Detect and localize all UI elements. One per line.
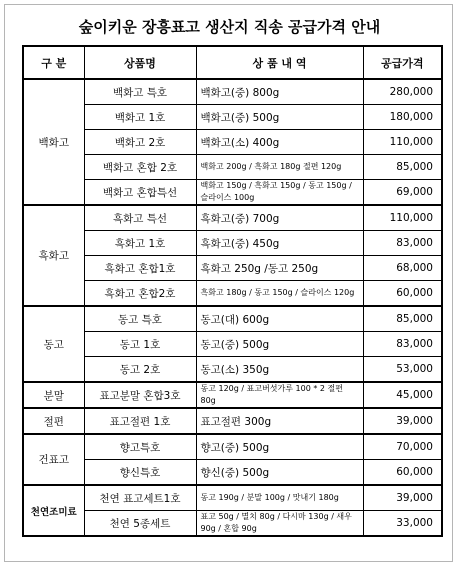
product-price: 83,000 xyxy=(363,231,442,256)
product-price: 60,000 xyxy=(363,460,442,486)
category-cell: 건표고 xyxy=(23,434,84,485)
product-price: 68,000 xyxy=(363,256,442,281)
product-price: 69,000 xyxy=(363,180,442,206)
product-name: 천연 표고세트1호 xyxy=(84,485,196,511)
product-price: 85,000 xyxy=(363,155,442,180)
product-price: 110,000 xyxy=(363,205,442,231)
product-detail: 흑화고 180g / 동고 150g / 슬라이스 120g xyxy=(196,281,363,307)
table-row xyxy=(23,180,442,206)
table-row xyxy=(23,79,442,105)
product-detail: 백화고(중) 500g xyxy=(196,105,363,130)
product-name: 향신특호 xyxy=(84,460,196,486)
table-row xyxy=(23,130,442,155)
product-name: 표고절편 1호 xyxy=(84,408,196,434)
product-price: 53,000 xyxy=(363,357,442,383)
product-name: 흑화고 1호 xyxy=(84,231,196,256)
category-cell: 동고 xyxy=(23,306,84,382)
table-row xyxy=(23,306,442,332)
product-name: 흑화고 혼합2호 xyxy=(84,281,196,307)
product-name: 천연 5종세트 xyxy=(84,511,196,537)
product-price: 33,000 xyxy=(363,511,442,537)
product-detail: 흑화고(중) 450g xyxy=(196,231,363,256)
table-row xyxy=(23,256,442,281)
product-detail: 동고(대) 600g xyxy=(196,306,363,332)
product-name: 동고 1호 xyxy=(84,332,196,357)
table-row xyxy=(23,460,442,486)
product-detail: 동고 190g / 분말 100g / 맛내기 180g xyxy=(196,485,363,511)
product-detail: 동고(중) 500g xyxy=(196,332,363,357)
product-price: 85,000 xyxy=(363,306,442,332)
product-price: 180,000 xyxy=(363,105,442,130)
product-price: 70,000 xyxy=(363,434,442,460)
product-name: 흑화고 혼합1호 xyxy=(84,256,196,281)
table-row xyxy=(23,357,442,383)
product-detail: 흑화고 250g /동고 250g xyxy=(196,256,363,281)
table-row xyxy=(23,485,442,511)
product-detail: 표고 50g / 멸치 80g / 다시마 130g / 새우 90g / 혼합 90g xyxy=(196,511,363,537)
product-name: 백화고 혼합특선 xyxy=(84,180,196,206)
table-row xyxy=(23,382,442,408)
table-row xyxy=(23,332,442,357)
product-price: 83,000 xyxy=(363,332,442,357)
header-category: 구 분 xyxy=(23,46,84,79)
table-row xyxy=(23,231,442,256)
category-cell: 분말 xyxy=(23,382,84,408)
table-row xyxy=(23,511,442,537)
product-detail: 백화고(소) 400g xyxy=(196,130,363,155)
product-name: 백화고 1호 xyxy=(84,105,196,130)
table-row xyxy=(23,205,442,231)
product-price: 39,000 xyxy=(363,485,442,511)
product-name: 표고분말 혼합3호 xyxy=(84,382,196,408)
product-name: 흑화고 특선 xyxy=(84,205,196,231)
product-detail: 향고(중) 500g xyxy=(196,434,363,460)
product-detail: 백화고 200g / 흑화고 180g 절편 120g xyxy=(196,155,363,180)
header-product: 상품명 xyxy=(84,46,196,79)
product-name: 향고특호 xyxy=(84,434,196,460)
product-name: 동고 특호 xyxy=(84,306,196,332)
product-name: 백화고 특호 xyxy=(84,79,196,105)
header-price: 공급가격 xyxy=(363,46,442,79)
product-price: 39,000 xyxy=(363,408,442,434)
price-table xyxy=(22,45,443,537)
category-cell: 흑화고 xyxy=(23,205,84,306)
product-price: 45,000 xyxy=(363,382,442,408)
page-title: 숲이키운 장흥표고 생산지 직송 공급가격 안내 xyxy=(78,18,381,36)
table-row xyxy=(23,155,442,180)
table-row xyxy=(23,408,442,434)
category-cell: 천연조미료 xyxy=(23,485,84,536)
product-detail: 향신(중) 500g xyxy=(196,460,363,486)
table-row xyxy=(23,434,442,460)
product-detail: 백화고(중) 800g xyxy=(196,79,363,105)
header-detail: 상 품 내 역 xyxy=(196,46,363,79)
table-row xyxy=(23,105,442,130)
product-detail: 동고 120g / 표고버섯가루 100 * 2 절편 80g xyxy=(196,382,363,408)
category-cell: 절편 xyxy=(23,408,84,434)
product-name: 동고 2호 xyxy=(84,357,196,383)
product-detail: 동고(소) 350g xyxy=(196,357,363,383)
product-price: 110,000 xyxy=(363,130,442,155)
product-detail: 표고절편 300g xyxy=(196,408,363,434)
product-name: 백화고 혼합 2호 xyxy=(84,155,196,180)
header-row xyxy=(23,46,442,79)
product-price: 280,000 xyxy=(363,79,442,105)
table-row xyxy=(23,281,442,307)
product-name: 백화고 2호 xyxy=(84,130,196,155)
product-detail: 흑화고(중) 700g xyxy=(196,205,363,231)
product-detail: 백화고 150g / 흑화고 150g / 동고 150g / 슬라이스 100g xyxy=(196,180,363,206)
product-price: 60,000 xyxy=(363,281,442,307)
category-cell: 백화고 xyxy=(23,79,84,205)
